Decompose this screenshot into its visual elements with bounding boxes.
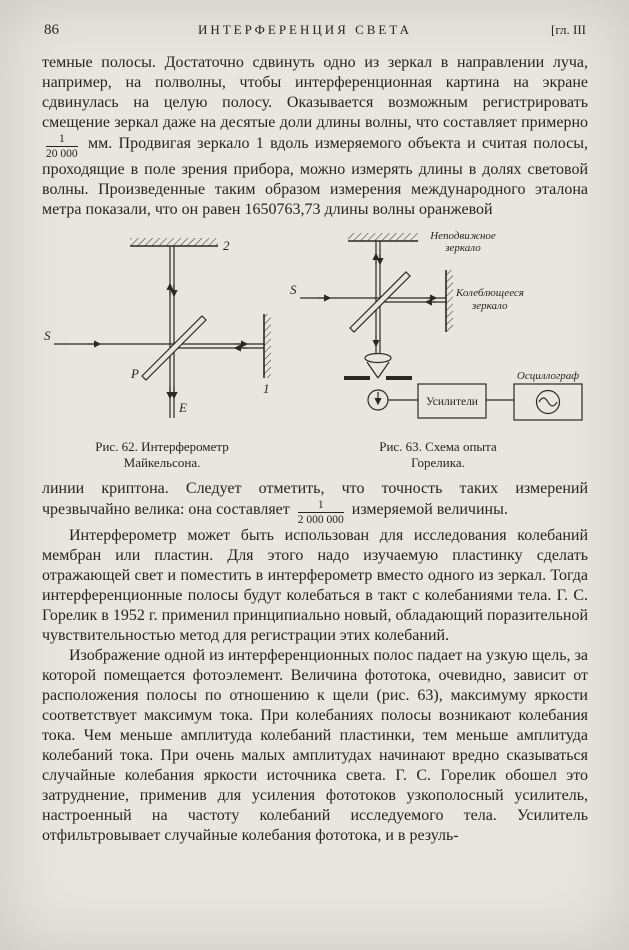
- fixed-mirror-label-line1: Неподвижное: [430, 230, 496, 242]
- splitter-label: P: [131, 366, 139, 381]
- paragraph-1-text-a: темные полосы. Достаточно сдвинуть одно из зеркал в направлении луча, например, на полволны, чтобы интерференционная картина на экране сдвинулась на целую полосу. Оказывается возможным регистрировать смещение зеркал даже на десятые доли длины волны, что составляет примерно: [42, 54, 588, 131]
- fig62-labels: [44, 238, 270, 415]
- fixed-mirror-label-line2: зеркало: [445, 242, 481, 254]
- figure-62-caption: [42, 439, 282, 471]
- figure-62: [42, 228, 282, 471]
- oscillating-mirror-label-line1: Колеблющееся: [456, 287, 524, 299]
- paragraph-4: Изображение одной из интерференционных полос падает на узкую щель, за которой помещается фотоэлемент. Величина фототока, очевидно, зависит от расположения полосы по отношению к щели (рис. 63), максимуму яркости соответствует максимум тока. При колебаниях полосы возникают колебания тока. Чем меньше амплитуда колебаний пластинки, тем меньше амплитуда колебаний тока. При очень малых амплитудах начинают вредно сказываться случайные колебания яркости источника света. Г. С. Горелик обошел это затруднение, применив для усиления фототоков узкополосный усилитель, настроенный на частоту колебаний исследуемого тела. Усилитель отфильтровывает случайные колебания фототока, и в резуль-: [42, 647, 588, 844]
- mirror-2-label: 2: [223, 238, 230, 253]
- fraction-numerator: 1: [46, 133, 78, 147]
- chapter-reference: [гл. III: [551, 22, 586, 37]
- mirror-1-label: 1: [263, 381, 270, 396]
- paragraph-3: Интерферометр может быть использован для исследования колебаний мембран или пластин. Для этого надо изучаемую пластинку сделать отражающей свет и поместить в интерферометр вместо одного из зеркал. Тогда интерференционные полосы будут колебаться в такт с колебаниями тела. Г. С. Горелик в 1952 г. применил принципиально новый, обладающий поразительной чувствительностью метод для регистрации этих колебаний.: [42, 527, 589, 644]
- fraction-numerator: 1: [298, 499, 344, 513]
- figure-63-caption: [288, 439, 588, 471]
- paragraph-1: [42, 53, 588, 220]
- amplifier-label: Усилители: [426, 396, 478, 408]
- source-label: S: [290, 282, 297, 297]
- paragraph-2: [42, 479, 588, 526]
- running-title: ИНТЕРФЕРЕНЦИЯ СВЕТА: [197, 22, 413, 37]
- paragraph-2-text-a: линии криптона. Следует отметить, что точность таких измерений чрезвычайно велика: она составляет: [42, 480, 588, 518]
- mirror-2: [130, 238, 218, 246]
- figure-63-caption-line1: Рис. 63. Схема опыта: [379, 439, 497, 454]
- screen-label: E: [179, 400, 187, 415]
- paragraph-2-text-b: измеряемой величины.: [351, 501, 508, 518]
- figure-63-caption-line2: Горелика.: [411, 455, 465, 470]
- paragraph-1-text-b: мм. Продвигая зеркало 1 вдоль измеряемого объекта и считая полосы, проходящие в поле зрения прибора, можно измерять длины в долях световой волны. Произведенные таким образом измерения международного эталона метра показали, что он равен 1650763,73 длины волны оранжевой: [42, 135, 588, 218]
- inline-fraction-1: [46, 133, 78, 160]
- mirror-1: [264, 314, 271, 378]
- figure-63: [288, 228, 588, 471]
- figure-62-caption-line2: Майкельсона.: [123, 455, 201, 470]
- inline-fraction-2: [298, 499, 344, 526]
- figure-62-caption-line1: Рис. 62. Интерферометр: [95, 439, 229, 454]
- michelson-interferometer-diagram: [42, 228, 282, 428]
- amplifier-box: [418, 384, 486, 418]
- page-header: [44, 22, 586, 39]
- fraction-denominator: 20 000: [46, 148, 78, 160]
- source-label: S: [44, 328, 51, 343]
- page-number: 86: [44, 22, 59, 38]
- fraction-denominator: 2 000 000: [297, 514, 344, 526]
- beam-paths: [54, 246, 264, 418]
- photocell: [368, 390, 388, 410]
- oscillating-mirror-label-line2: зеркало: [472, 300, 508, 312]
- figure-row: [42, 228, 588, 471]
- fixed-mirror: [348, 233, 418, 241]
- fig63-labels: [290, 230, 579, 382]
- oscillating-mirror: [446, 270, 453, 332]
- oscilloscope-label: Осциллограф: [516, 370, 580, 382]
- gorelik-experiment-diagram: [288, 228, 588, 428]
- oscilloscope-box: [514, 384, 582, 420]
- lens: [365, 354, 391, 363]
